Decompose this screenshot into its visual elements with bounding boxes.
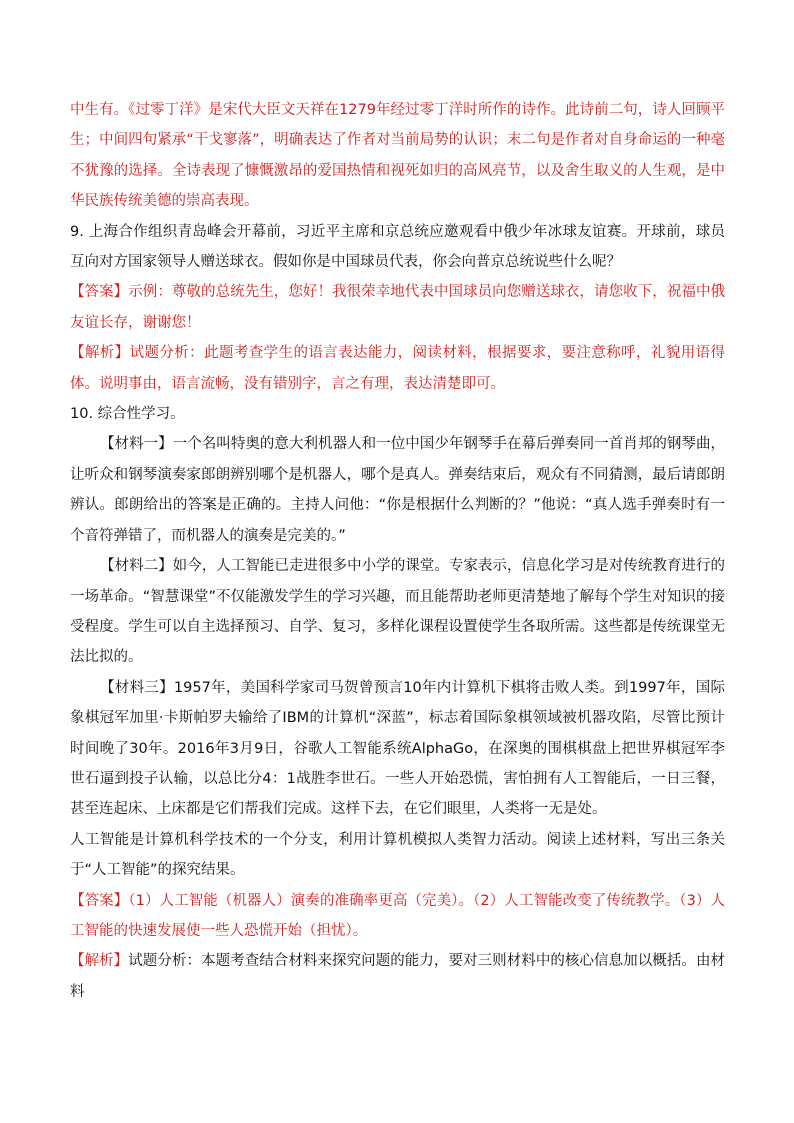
q9-analysis bbox=[70, 338, 725, 399]
q9-answer bbox=[70, 277, 725, 338]
prev-analysis-tail: 中生有。《过零丁洋》是宋代大臣文天祥在1279年经过零丁洋时所作的诗作。此诗前二句，诗人回顾平生；中间四句紧承“干戈寥落”，明确表达了作者对当前局势的认识；末二句是作者对自身命运的一种毫不犹豫的选择。全诗表现了慷慨激昂的爱国热情和视死如归的高风亮节，以及舍生取义的人生观，是中华民族传统美德的崇高表现。 bbox=[70, 102, 725, 210]
q10-analysis bbox=[70, 946, 725, 1007]
q10-material-2: 【材料二】如今，人工智能已走进很多中小学的课堂。专家表示，信息化学习是对传统教育进行的一场革命。“智慧课堂”不仅能激发学生的学习兴趣，而且能帮助老师更清楚地了解每个学生对知识的接受程度。学生可以自主选择预习、自学、复习，多样化课程设置使学生各取所需。这些都是传统课堂无法比拟的。 bbox=[70, 558, 725, 666]
q10-analysis-text: 试题分析：本题考查结合材料来探究问题的能力，要对三则材料中的核心信息加以概括。由材料 bbox=[70, 953, 726, 1000]
answer-tag: 【答案】 bbox=[70, 284, 129, 301]
q10-answer-text: （1）人工智能（机器人）演奏的准确率更高（完美）。（2）人工智能改变了传统教学。（3）人工智能的快速发展使一些人恐慌开始（担忧）。 bbox=[70, 892, 725, 939]
q9-answer-text: 示例：尊敬的总统先生，您好！我很荣幸地代表中国球员向您赠送球衣，请您收下，祝福中俄友谊长存，谢谢您！ bbox=[70, 284, 726, 331]
analysis-tag: 【解析】 bbox=[70, 345, 130, 362]
q10-material-3: 【材料三】1957年，美国科学家司马贺曾预言10年内计算机下棋将击败人类。到1997年，国际象棋冠军加里·卡斯帕罗夫输给了IBM的计算机“深蓝”，标志着国际象棋领域被机器攻陷，尽管比预计时间晚了30年。2016年3月9日，谷歌人工智能系统AlphaGo，在深奥的围棋棋盘上把世界棋冠军李世石逼到投子认输，以总比分4：1战胜李世石。一些人开始恐慌，害怕拥有人工智能后，一日三餐，甚至连起床、上床都是它们帮我们完成。这样下去，在它们眼里，人类将一无是处。 bbox=[70, 679, 725, 818]
q10-prompt: 人工智能是计算机科学技术的一个分支，利用计算机模拟人类智力活动。阅读上述材料，写出三条关于“人工智能”的探究结果。 bbox=[70, 831, 725, 879]
q9-question: 9. 上海合作组织青岛峰会开幕前，习近平主席和京总统应邀观看中俄少年冰球友谊赛。开球前，球员互向对方国家领导人赠送球衣。假如你是中国球员代表，你会向普京总统说些什么呢？ bbox=[70, 223, 725, 271]
q10-title: 10. 综合性学习。 bbox=[70, 406, 185, 423]
q10-material-1: 【材料一】一个名叫特奥的意大利机器人和一位中国少年钢琴手在幕后弹奏同一首肖邦的钢琴曲，让听众和钢琴演奏家郎朗辨别哪个是机器人，哪个是真人。弹奏结束后，观众有不同猜测，最后请郎朗辨认。郎朗给出的答案是正确的。主持人问他：“你是根据什么判断的？”他说：“真人选手弹奏时有一个音符弹错了，而机器人的演奏是完美的。” bbox=[70, 436, 725, 544]
q9-analysis-text: 试题分析：此题考查学生的语言表达能力，阅读材料，根据要求，要注意称呼，礼貌用语得体。说明事由，语言流畅，没有错别字，言之有理，表达清楚即可。 bbox=[70, 345, 726, 392]
analysis-tag: 【解析】 bbox=[70, 953, 129, 970]
document-body bbox=[70, 95, 725, 1007]
answer-tag: 【答案】 bbox=[70, 892, 129, 909]
q10-answer bbox=[70, 886, 725, 947]
